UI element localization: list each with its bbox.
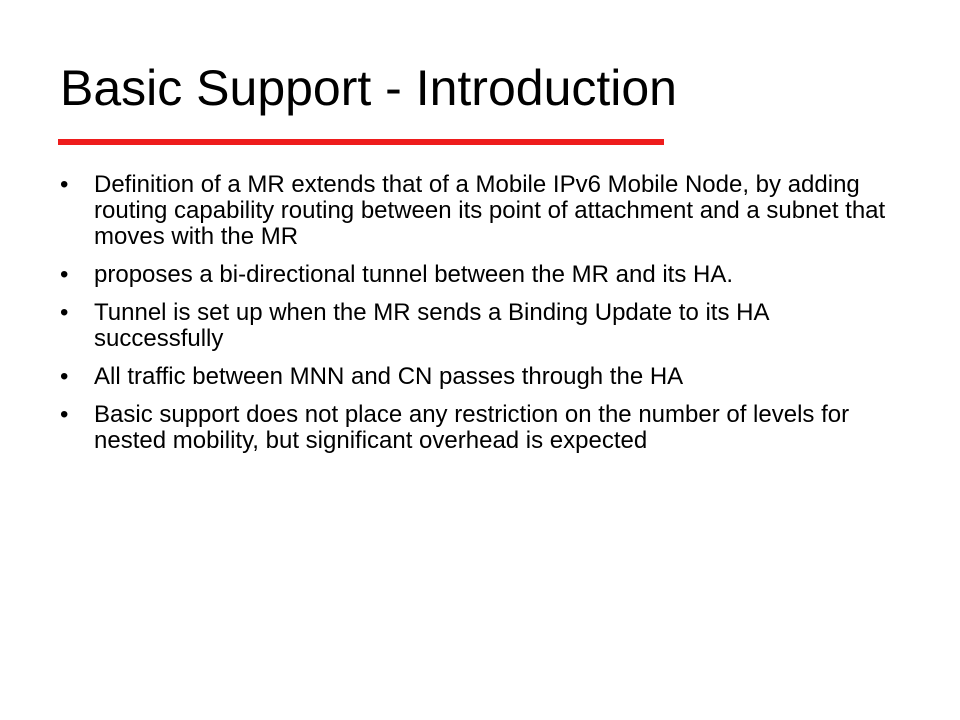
bullet-icon: • bbox=[60, 171, 69, 198]
bullet-icon: • bbox=[60, 299, 69, 326]
slide-title: Basic Support - Introduction bbox=[60, 60, 677, 116]
bullet-item bbox=[60, 300, 900, 352]
bullet-item bbox=[60, 262, 900, 288]
bullet-text: Basic support does not place any restriction on the number of levels for nested mobility, but significant overhead is expected bbox=[94, 401, 850, 454]
bullet-item bbox=[60, 402, 900, 454]
bullet-item bbox=[60, 172, 900, 250]
title-underline bbox=[58, 139, 664, 145]
bullet-icon: • bbox=[60, 401, 69, 428]
bullet-list bbox=[60, 172, 900, 466]
bullet-text: Tunnel is set up when the MR sends a Binding Update to its HA successfully bbox=[94, 299, 769, 352]
bullet-icon: • bbox=[60, 363, 69, 390]
bullet-text: All traffic between MNN and CN passes through the HA bbox=[94, 363, 684, 390]
bullet-icon: • bbox=[60, 261, 69, 288]
bullet-text: Definition of a MR extends that of a Mobile IPv6 Mobile Node, by adding routing capability routing between its point of attachment and a subnet that moves with the MR bbox=[94, 171, 886, 250]
bullet-text: proposes a bi-directional tunnel between the MR and its HA. bbox=[94, 261, 734, 288]
bullet-item bbox=[60, 364, 900, 390]
